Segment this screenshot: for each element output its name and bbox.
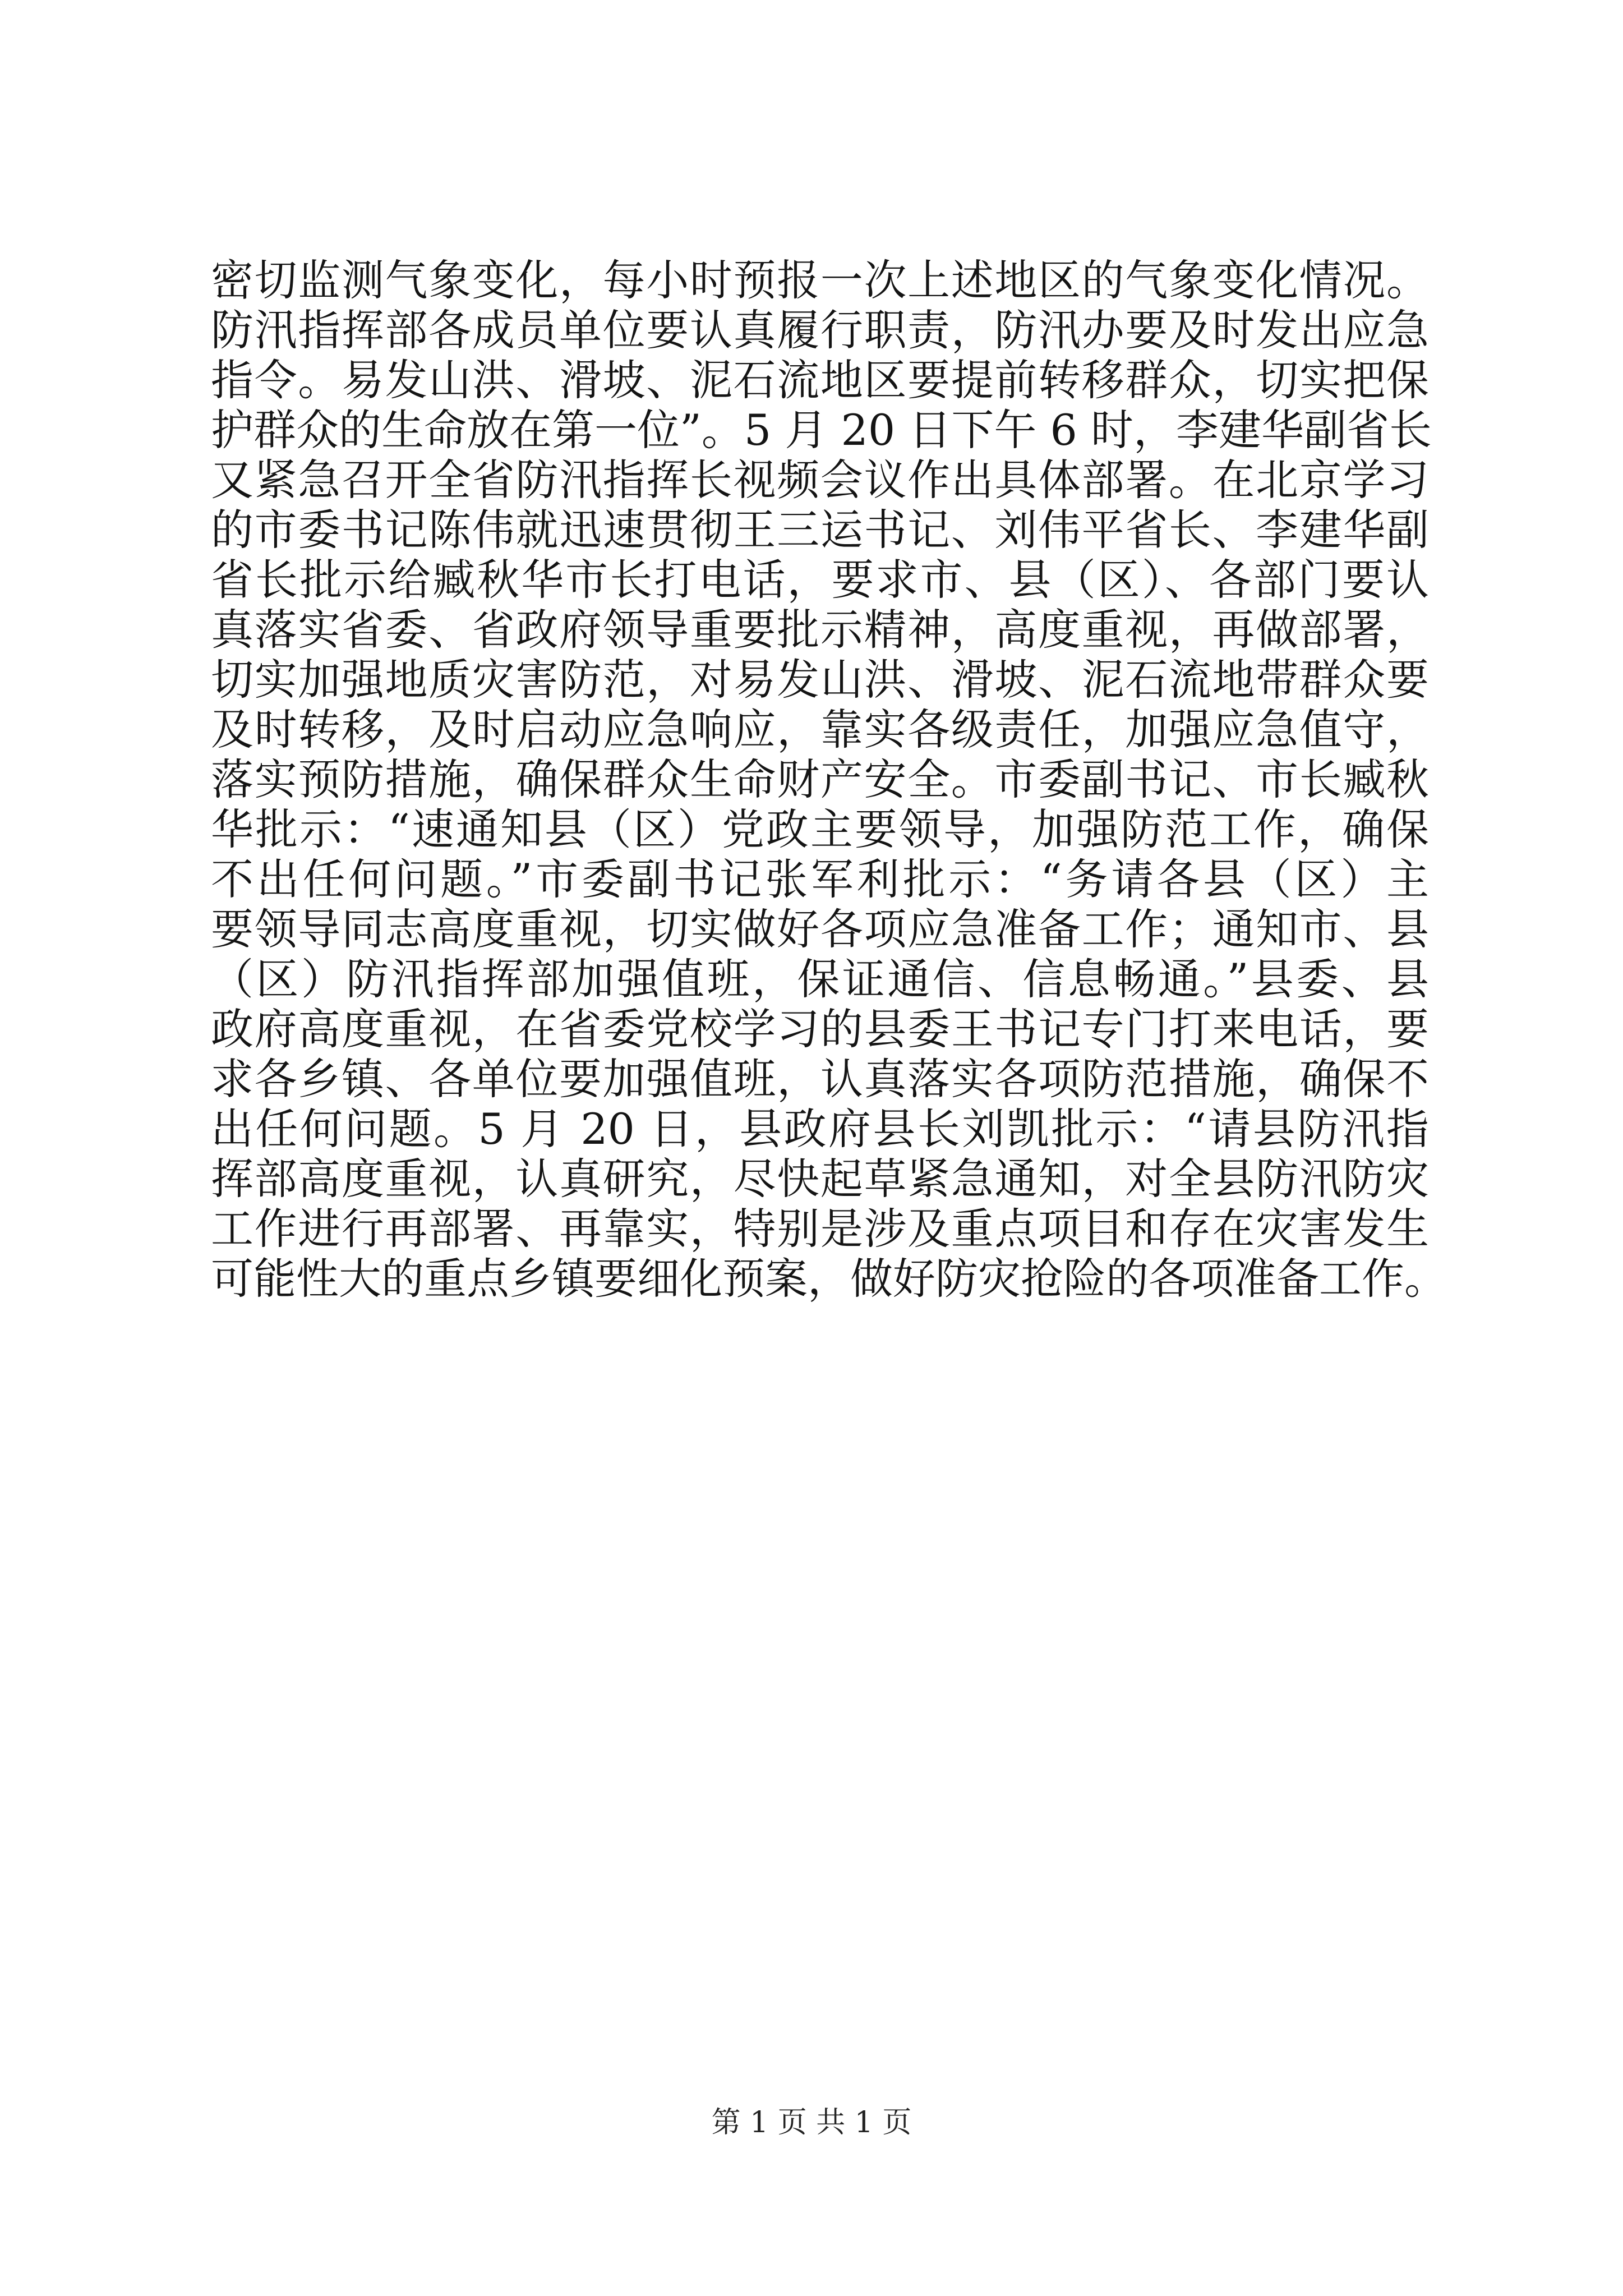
- text-line: 华批示：“速通知县（区）党政主要领导，加强防范工作，确保: [211, 804, 1429, 854]
- text-line: 指令。易发山洪、滑坡、泥石流地区要提前转移群众，切实把保: [211, 355, 1429, 405]
- page-footer: 第 1 页 共 1 页: [711, 2106, 912, 2139]
- text-line: 出任何问题。5 月 20 日，县政府县长刘凯批示：“请县防汛指: [211, 1104, 1429, 1154]
- text-line: 的市委书记陈伟就迅速贯彻王三运书记、刘伟平省长、李建华副: [211, 505, 1429, 555]
- text-line: 又紧急召开全省防汛指挥长视频会议作出具体部署。在北京学习: [211, 455, 1429, 505]
- text-line: 及时转移，及时启动应急响应，靠实各级责任，加强应急值守，: [211, 705, 1429, 754]
- body-paragraph: [211, 255, 1447, 1304]
- text-line: 密切监测气象变化，每小时预报一次上述地区的气象变化情况。: [211, 255, 1429, 305]
- text-line: 要领导同志高度重视，切实做好各项应急准备工作；通知市、县: [211, 904, 1429, 954]
- text-line: （区）防汛指挥部加强值班，保证通信、信息畅通。”县委、县: [211, 954, 1429, 1004]
- text-line: 政府高度重视，在省委党校学习的县委王书记专门打来电话，要: [211, 1004, 1429, 1054]
- text-line: 可能性大的重点乡镇要细化预案，做好防灾抢险的各项准备工作。: [211, 1254, 1447, 1304]
- text-line: 不出任何问题。”市委副书记张军利批示：“务请各县（区）主: [211, 854, 1429, 904]
- text-line: 挥部高度重视，认真研究，尽快起草紧急通知，对全县防汛防灾: [211, 1154, 1429, 1204]
- text-line: 省长批示给臧秋华市长打电话，要求市、县（区）、各部门要认: [211, 555, 1429, 605]
- text-line: 切实加强地质灾害防范，对易发山洪、滑坡、泥石流地带群众要: [211, 655, 1429, 705]
- text-line: 工作进行再部署、再靠实，特别是涉及重点项目和存在灾害发生: [211, 1204, 1429, 1254]
- text-line: 防汛指挥部各成员单位要认真履行职责，防汛办要及时发出应急: [211, 305, 1429, 355]
- text-line: 护群众的生命放在第一位”。5 月 20 日下午 6 时，李建华副省长: [211, 405, 1432, 455]
- text-line: 落实预防措施，确保群众生命财产安全。市委副书记、市长臧秋: [211, 754, 1429, 804]
- text-line: 真落实省委、省政府领导重要批示精神，高度重视，再做部署，: [211, 605, 1429, 655]
- text-line: 求各乡镇、各单位要加强值班，认真落实各项防范措施，确保不: [211, 1054, 1429, 1104]
